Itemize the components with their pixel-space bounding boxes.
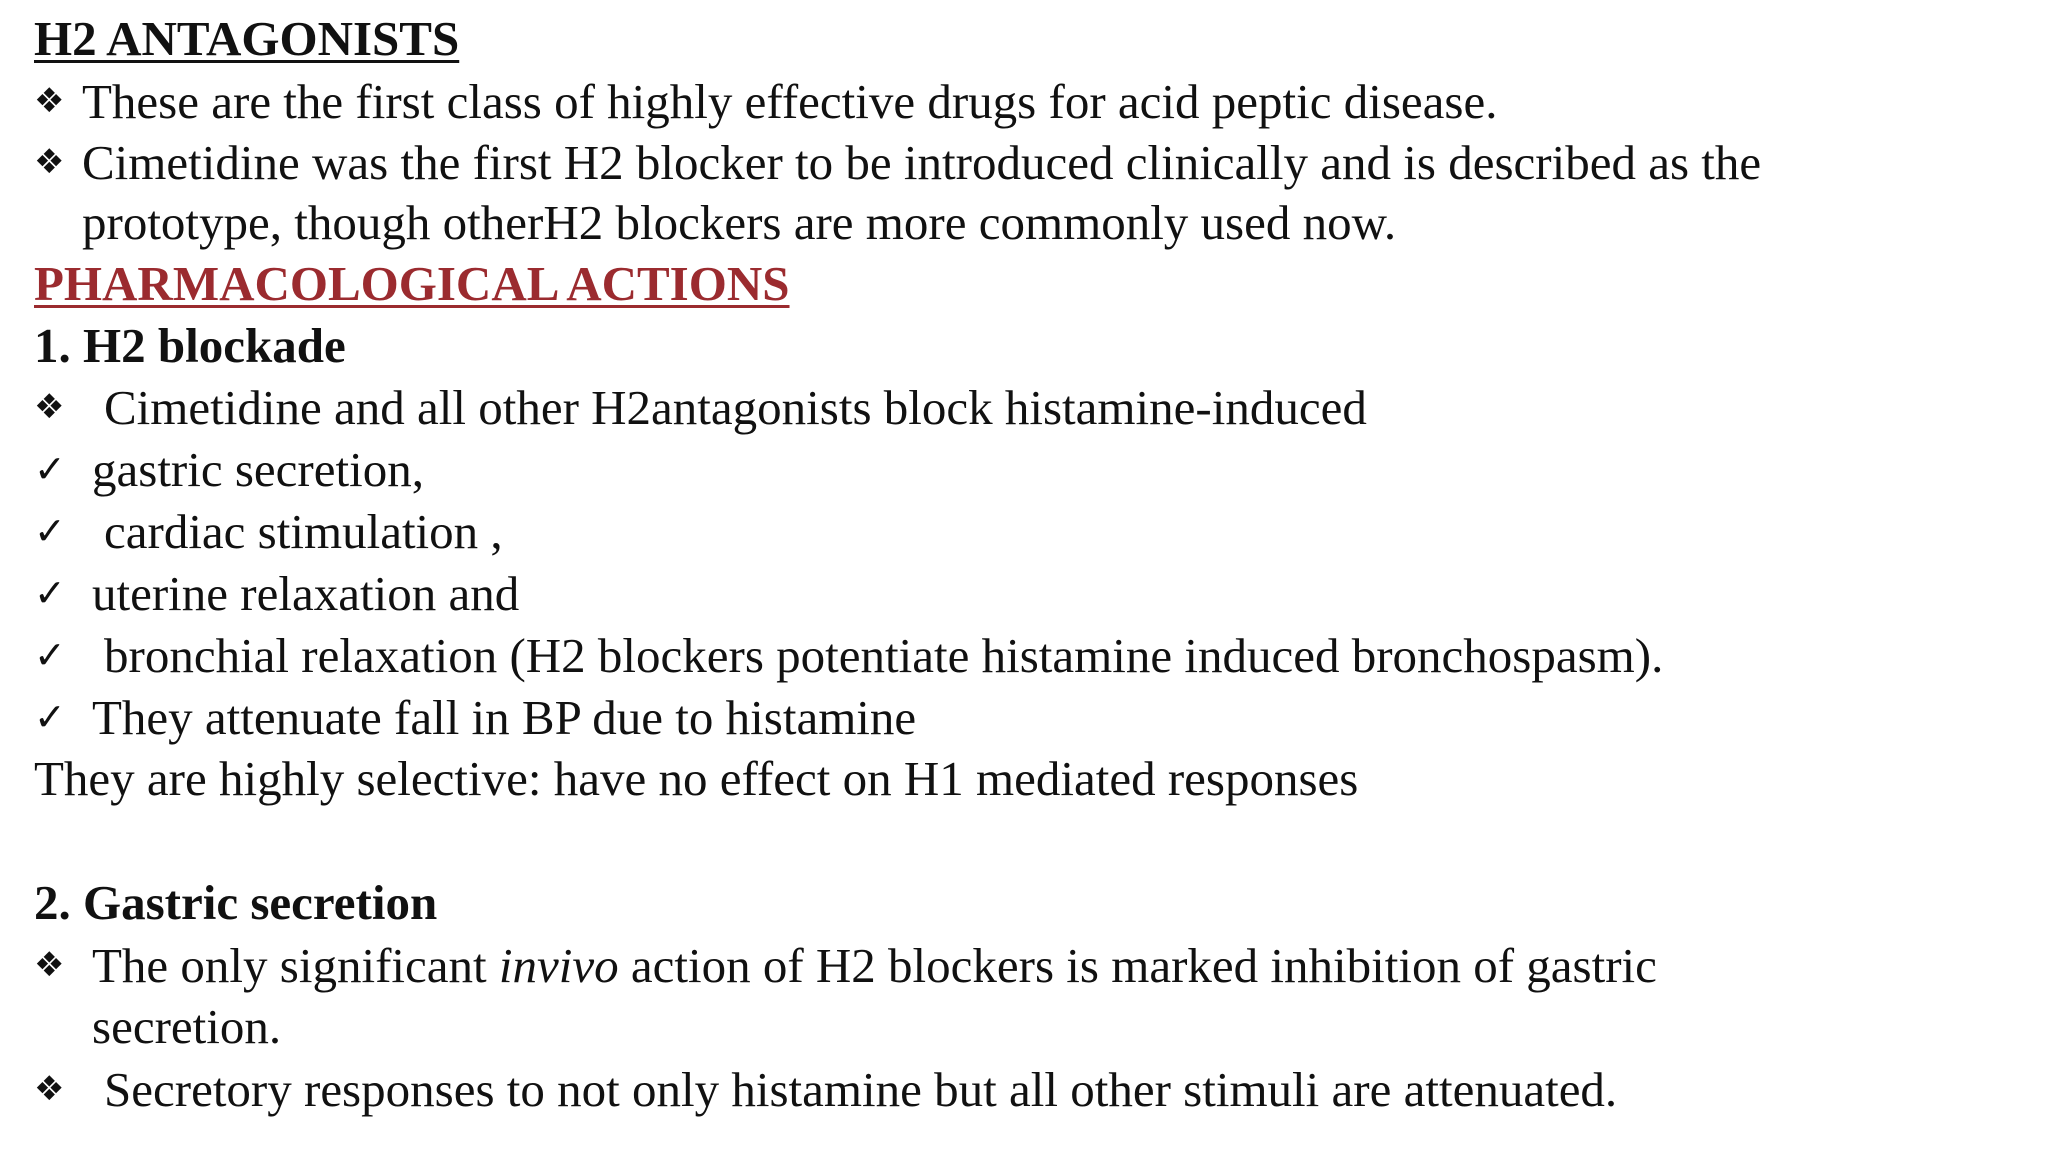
check-item-text: They attenuate fall in BP due to histamine <box>92 690 917 745</box>
four-diamond-bullet-icon: ❖ <box>34 387 65 427</box>
gastric-bullet-1 <box>34 934 1657 996</box>
four-diamond-bullet-icon: ❖ <box>34 1069 65 1109</box>
gastric-secretion-heading: 2. Gastric secretion <box>34 875 438 930</box>
gastric-bullet-1-continuation: secretion. <box>92 999 282 1054</box>
gastric-bullet-1-text-a: The only significant <box>92 938 499 993</box>
h2-blockade-lead <box>34 376 1367 438</box>
selectivity-note: They are highly selective: have no effect on H1 mediated responses <box>34 751 1359 806</box>
h2-blockade-lead-text: Cimetidine and all other H2antagonists block histamine-induced <box>104 380 1367 435</box>
four-diamond-bullet-icon: ❖ <box>34 945 65 985</box>
check-mark-icon: ✓ <box>34 571 66 615</box>
gastric-bullet-2-text: Secretory responses to not only histamine but all other stimuli are attenuated. <box>104 1062 1618 1117</box>
check-item-text: uterine relaxation and <box>92 566 520 621</box>
intro-bullet-1-text: These are the first class of highly effective drugs for acid peptic disease. <box>82 74 1498 129</box>
check-item <box>34 624 1663 686</box>
check-item-text: bronchial relaxation (H2 blockers potentiate histamine induced bronchospasm). <box>104 628 1664 683</box>
page-title: H2 ANTAGONISTS <box>34 11 460 66</box>
intro-bullet-2-text: Cimetidine was the first H2 blocker to be introduced clinically and is described as the <box>82 135 1762 190</box>
check-mark-icon: ✓ <box>34 447 66 491</box>
intro-bullet-1 <box>34 70 1497 132</box>
intro-bullet-2-continuation: prototype, though otherH2 blockers are more commonly used now. <box>82 195 1397 250</box>
intro-bullet-2 <box>34 131 1761 193</box>
check-item <box>34 562 519 624</box>
check-item <box>34 686 916 748</box>
four-diamond-bullet-icon: ❖ <box>34 81 65 121</box>
check-mark-icon: ✓ <box>34 509 66 553</box>
check-item <box>34 438 424 500</box>
check-item <box>34 500 503 562</box>
check-item-text: gastric secretion, <box>92 442 424 497</box>
gastric-bullet-1-text-b: action of H2 blockers is marked inhibition of gastric <box>618 938 1657 993</box>
four-diamond-bullet-icon: ❖ <box>34 142 65 182</box>
invivo-italic-text: invivo <box>498 938 619 993</box>
h2-blockade-heading: 1. H2 blockade <box>34 318 346 373</box>
section-heading: PHARMACOLOGICAL ACTIONS <box>34 256 790 311</box>
check-item-text: cardiac stimulation , <box>104 504 503 559</box>
gastric-bullet-2 <box>34 1058 1617 1120</box>
check-mark-icon: ✓ <box>34 633 66 677</box>
check-mark-icon: ✓ <box>34 695 66 739</box>
